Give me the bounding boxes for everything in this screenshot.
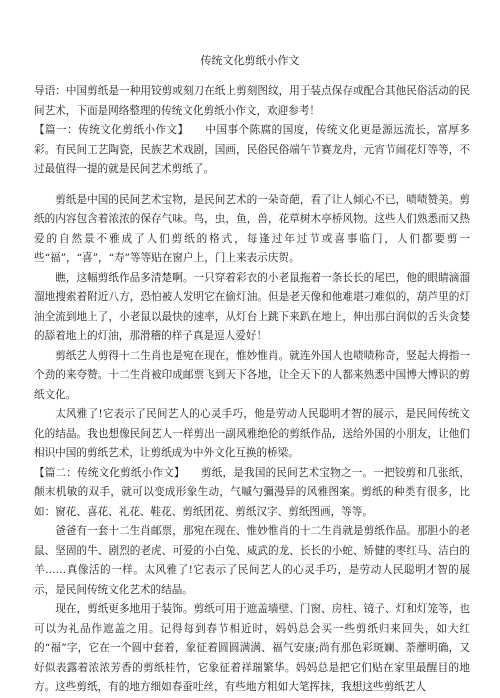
body-paragraph: 现在，剪纸更多地用于装饰。剪纸可用于遮盖墙壁、门窗、房柱、镜子、灯和灯笼等，也可以为礼品作遮盖之用。记得每到春节相近时，妈妈总会买一些剪纸归来回失，如大红的“福”字，它在一个圆中套着，象征着圆圆满满、福气安康;尚有那色彩斑斓、荼蘼明确，又好似表露着浓浓芳香的剪纸桂竹，它象征着祥瑞繁华。妈妈总是把它们贴在家里最醒目的地方。这些剪纸，有的地方细如春蚕吐丝，有些地方粗如大笔挥抹，我想这些剪纸艺人 [34, 603, 470, 693]
body-paragraph: 瞧，这幅剪纸作品多清楚啊。一只穿着彩衣的小老鼠拖着一条长长的尾巴，他的眼睛滴溜溜地搜索着附近八方，恐怕被人发明它在偷灯油。但是老天像和他难堪刁难似的，葫芦里的灯油全流到地上了，小老鼠以最快的速率，从灯台上跳下来趴在地上，伸出那白润似的舌头贪婪的舔着地上的灯油，那滑稽的样子真是逗人爱好！ [34, 271, 470, 342]
body-paragraph: 太风雅了!它表示了民间艺人的心灵手巧，他是劳动人民聪明才智的展示，是民间传统文化的结晶。我也想像民间艺人一样剪出一副风雅绝伦的剪纸作品，送给外国的小朋友，让他们相识中国的剪纸艺术，让剪纸成为中外文化互换的桥梁。 [34, 408, 470, 459]
body-paragraph: 剪纸艺人剪得十二生肖也是宛在现在，惟妙惟肖。就连外国人也啧啧称奇，竖起大拇指一个劲的来夸赞。十二生肖被印成邮票飞到天下各地，让全天下的人都来熟悉中国博大博识的剪纸文化。 [34, 349, 470, 401]
section-one-heading-paragraph: 【篇一：传统文化剪纸小作文】 中国事个陈腐的国度，传统文化更是源远流长，富厚多彩。有民间工艺陶瓷，民族艺术戏剧，国画，民俗民俗端午节赛龙舟，元宵节闹花灯等等，不过最值得一提的就是民间艺术剪纸了。 [34, 124, 470, 175]
document-body [34, 82, 470, 698]
body-paragraph: 剪纸是中国的民间艺术宝物，是民间艺术的一朵奇葩，看了让人倾心不已，啧啧赞美。剪纸的内容包含着浓浓的保存气味。鸟，虫，鱼，兽，花草树木亭桥风物。这些人们熟悉而又热爱的自然景不雅成了人们剪纸的格式，每逢过年过节或喜事临门，人们都要剪一些“福”，“喜”，“寿”等等贴在窗户上，门上来表示庆贺。 [34, 193, 470, 264]
intro-paragraph: 导语：中国剪纸是一种用铰剪或刻刀在纸上剪刻图纹，用于装点保存或配合其他民俗活动的民间艺术，下面是网络整理的传统文化剪纸小作文，欢迎参考！ [34, 85, 470, 117]
section-two-heading-paragraph: 【篇二：传统文化剪纸小作文】 剪纸，是我国的民间艺术宝物之一。一把铰剪和几张纸，颠末机敏的双手，就可以变成形象生动，气嘁勺彌漫异的风雅图案。剪纸的种类有很多，比如：窗花、喜花、礼花、鞋花、剪纸团花、剪纸汉字、剪纸图画，等等。 [34, 466, 470, 518]
document-title: 传统文化剪纸小作文 [200, 54, 300, 67]
body-paragraph: 爸爸有一套十二生肖邮票，那宛在现在、惟妙惟肖的十二生肖就是剪纸作品。那胆小的老鼠、坚固的牛、剧烈的老虎、可爱的小白兔、威武的龙、长长的小蛇、矫健的枣红马、洁白的羊……真像活的一样。太风雅了!它表示了民间艺人的心灵手巧，是劳动人民聪明才智的展示，是民间传统文化艺术的结晶。 [34, 525, 470, 596]
